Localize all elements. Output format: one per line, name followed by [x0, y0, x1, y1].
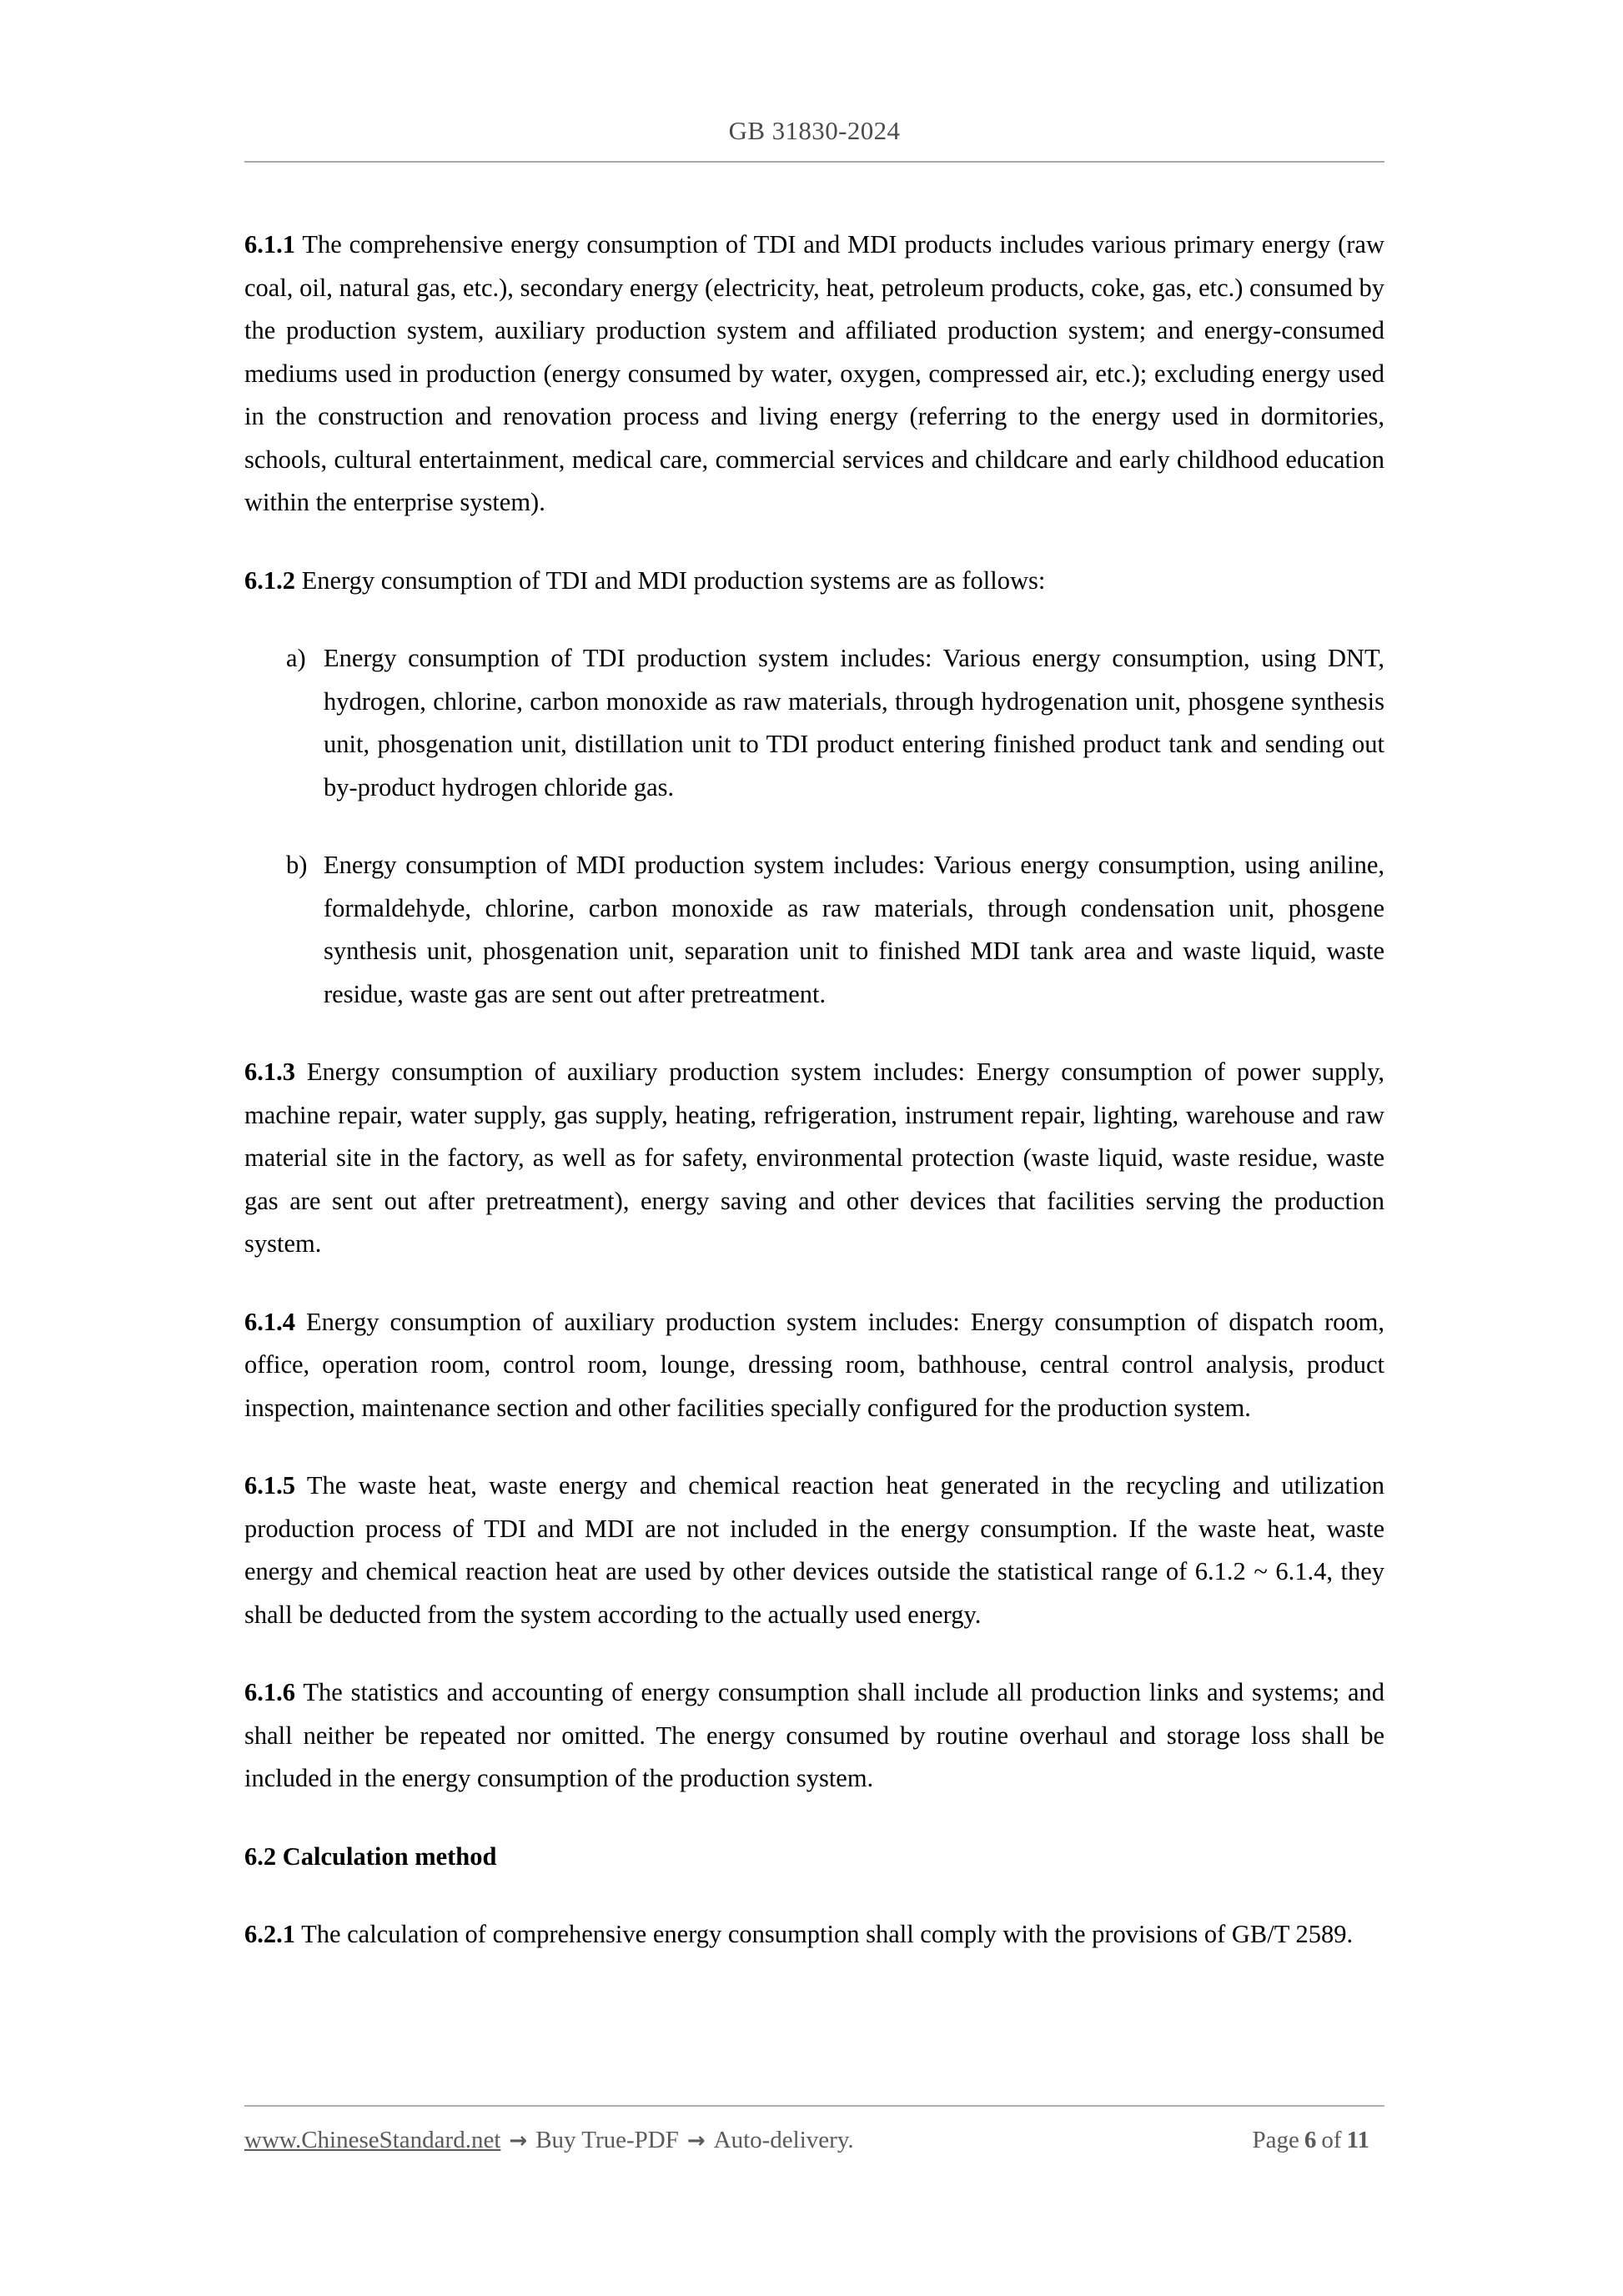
clause-6-1-3 [244, 1051, 1384, 1266]
list-item-marker-b: b) [286, 851, 308, 879]
clause-number-6-1-1: 6.1.1 [244, 230, 295, 259]
clause-6-2-1 [244, 1913, 1384, 1957]
page-word: Page [1252, 2127, 1299, 2153]
page-header [244, 115, 1384, 169]
page-footer [244, 2105, 1384, 2155]
page-indicator [1253, 2125, 1384, 2155]
clause-text-6-1-6: The statistics and accounting of energy consumption shall include all production links and systems; and shall neither be repeated nor omitted. The energy consumed by routine overhaul and storage loss shall be included in the energy consumption of the production system. [244, 1678, 1384, 1792]
clause-6-1-4 [244, 1301, 1384, 1430]
clause-text-6-1-3: Energy consumption of auxiliary production system includes: Energy consumption of power supply, machine repair, water supply, gas supply, heating, refrigeration, instrument repair, lighting, warehouse and raw material site in the factory, as well as for safety, environmental protection (waste liquid, waste residue, waste gas are sent out after pretreatment), energy saving and other devices that facilities serving the production system. [244, 1058, 1384, 1258]
header-divider [244, 161, 1384, 163]
clause-6-1-6 [244, 1671, 1384, 1801]
footer-promo [244, 2125, 854, 2155]
buy-label: Buy True-PDF [535, 2127, 679, 2153]
footer-divider [244, 2105, 1384, 2107]
list-item-marker-a: a) [286, 644, 306, 672]
clause-6-1-2 [244, 560, 1384, 603]
document-title: GB 31830-2024 [728, 116, 901, 145]
total-page-number: 11 [1346, 2127, 1369, 2153]
lettered-list [244, 637, 1384, 1016]
clause-text-6-1-5: The waste heat, waste energy and chemical reaction heat generated in the recycling and utilization production process of TDI and MDI are not included in the energy consumption. If the waste heat, waste energy and chemical reaction heat are used by other devices outside the statistical range of 6.1.2 ~ 6.1.4, they shall be deducted from the system according to the actually used energy. [244, 1471, 1384, 1629]
clause-6-1-5 [244, 1465, 1384, 1636]
list-item [244, 844, 1384, 1016]
delivery-label: Auto-delivery. [713, 2127, 854, 2153]
clause-number-6-1-3: 6.1.3 [244, 1058, 295, 1086]
clause-text-6-1-1: The comprehensive energy consumption of TDI and MDI products includes various primary energy (raw coal, oil, natural gas, etc.), secondary energy (electricity, heat, petroleum products, coke, gas, etc.) consumed by the production system, auxiliary production system and affiliated production system; and energy-consumed mediums used in production (energy consumed by water, oxygen, compressed air, etc.); excluding energy used in the construction and renovation process and living energy (referring to the energy used in dormitories, schools, cultural entertainment, medical care, commercial services and childcare and early childhood education within the enterprise system). [244, 230, 1384, 516]
current-page-number: 6 [1304, 2127, 1317, 2153]
clause-number-6-1-2: 6.1.2 [244, 565, 295, 595]
section-heading-6-2: 6.2 Calculation method [244, 1841, 497, 1871]
clause-text-6-1-4: Energy consumption of auxiliary production system includes: Energy consumption of dispatch room, office, operation room, control room, lounge, dressing room, bathhouse, central control analysis, product inspection, maintenance section and other facilities specially configured for the production system. [244, 1307, 1384, 1422]
clause-number-6-1-4: 6.1.4 [244, 1307, 295, 1336]
clause-number-6-1-5: 6.1.5 [244, 1471, 295, 1500]
clause-6-1-1 [244, 224, 1384, 525]
clause-text-6-1-2: Energy consumption of TDI and MDI production systems are as follows: [295, 565, 1046, 595]
website-link[interactable]: www.ChineseStandard.net [244, 2127, 501, 2153]
document-body [244, 224, 1384, 1957]
arrow-right-icon: → [686, 2128, 706, 2153]
arrow-right-icon: → [509, 2128, 528, 2153]
clause-number-6-1-6: 6.1.6 [244, 1678, 295, 1706]
of-word: of [1321, 2127, 1342, 2153]
clause-text-6-2-1: The calculation of comprehensive energy consumption shall comply with the provisions of GB/T 2589. [295, 1920, 1354, 1948]
footer-row [244, 2125, 1384, 2155]
clause-number-6-2-1: 6.2.1 [244, 1920, 295, 1948]
list-item [244, 637, 1384, 809]
list-item-text-b: Energy consumption of MDI production system includes: Various energy consumption, using aniline, formaldehyde, chlorine, carbon monoxide as raw materials, through condensation unit, phosgene synthesis unit, phosgenation unit, separation unit to finished MDI tank area and waste liquid, waste residue, waste gas are sent out after pretreatment. [324, 851, 1384, 1008]
list-item-text-a: Energy consumption of TDI production system includes: Various energy consumption, using DNT, hydrogen, chlorine, carbon monoxide as raw materials, through hydrogenation unit, phosgene synthesis unit, phosgenation unit, distillation unit to TDI product entering finished product tank and sending out by-product hydrogen chloride gas. [324, 644, 1384, 801]
